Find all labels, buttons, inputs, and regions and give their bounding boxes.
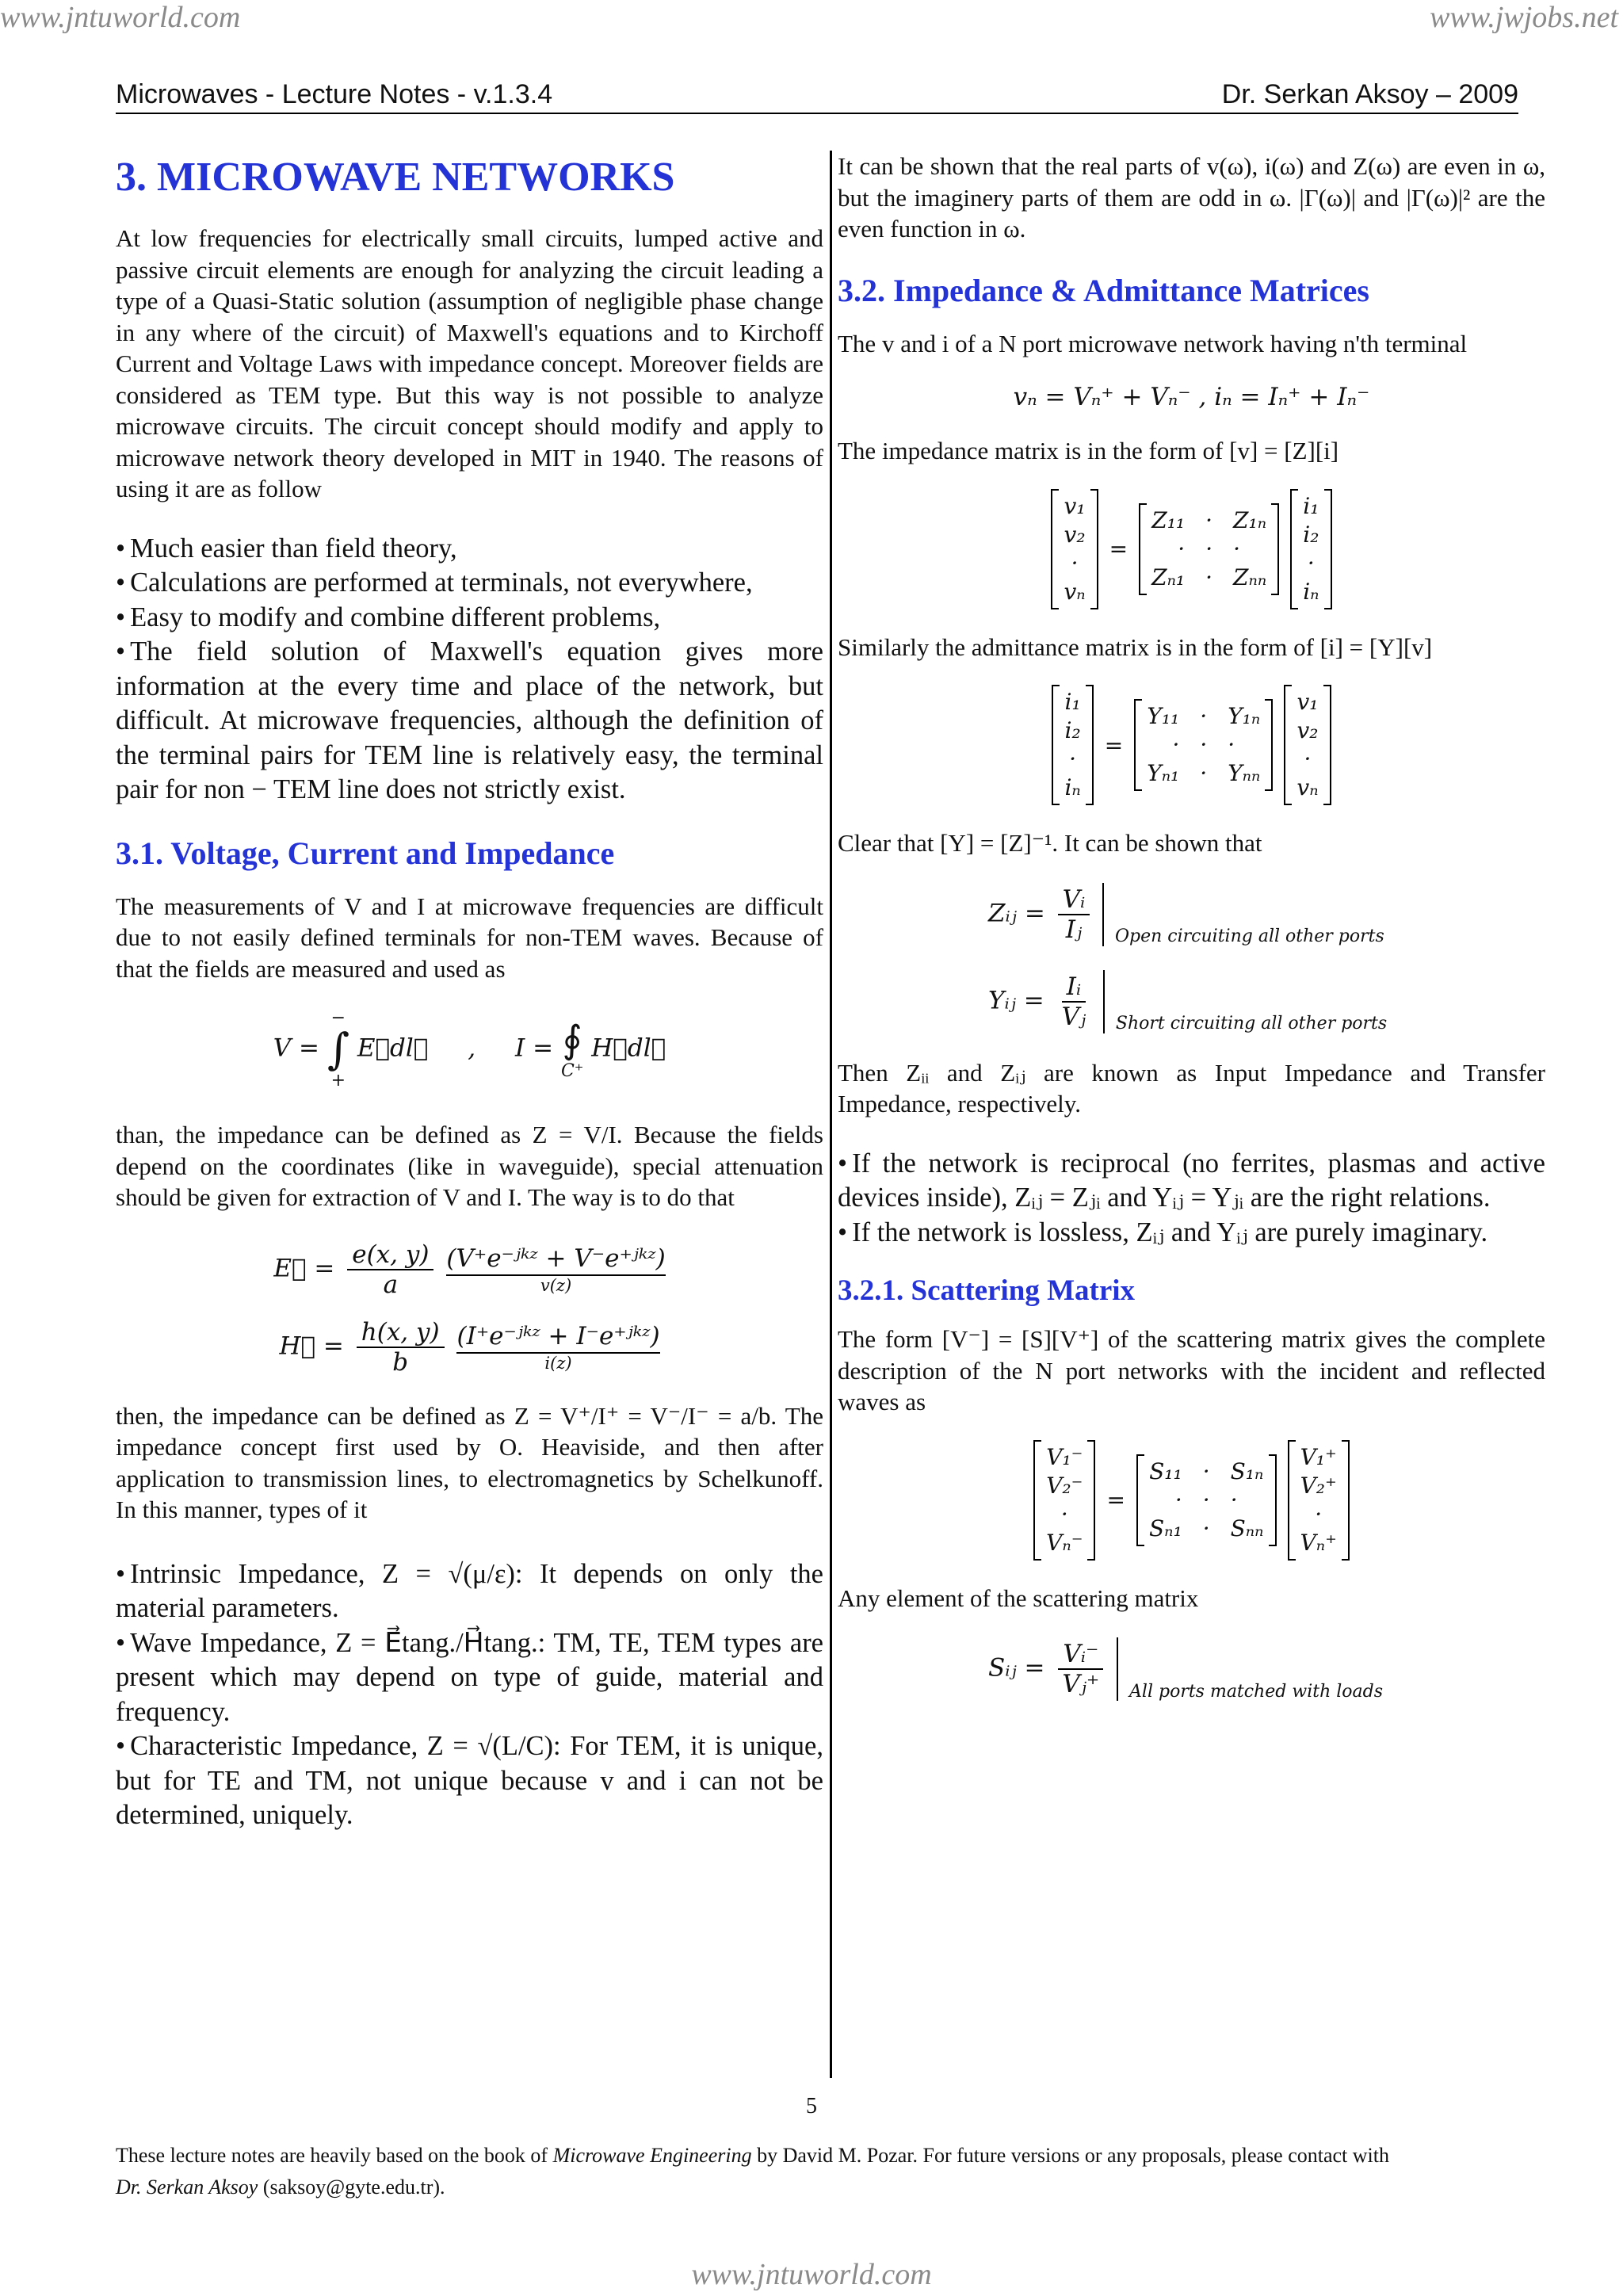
- running-header-left: Microwaves - Lecture Notes - v.1.3.4: [116, 79, 553, 109]
- watermark-top-right[interactable]: www.jwjobs.net: [1430, 1, 1618, 34]
- vector-entry: V₁⁺: [1300, 1443, 1337, 1470]
- right-column: [838, 143, 1545, 1717]
- list-item: • The field solution of Maxwell's equation gives more information at the every time and place of the network, but difficult. At microwave frequencies, although the definition of the terminal pairs for TEM line is relatively easy, the terminal pair for non − TEM line does not strictly exist.: [116, 635, 823, 808]
- eq-e-fraction: [347, 1240, 433, 1299]
- evaluation-bar: [1117, 1637, 1121, 1701]
- matrix-entry: Yₙₙ: [1228, 760, 1261, 786]
- eq-e-body: (V⁺e⁻ʲᵏᶻ + V⁻e⁺ʲᵏᶻ): [446, 1244, 665, 1276]
- vector-entry: ·: [1304, 746, 1312, 772]
- paragraph-admittance-matrix: Similarly the admittance matrix is in the form of [i] = [Y][v]: [838, 632, 1433, 661]
- contour-integral-sign: ∮: [562, 1017, 582, 1062]
- equation-zij: [838, 883, 1545, 946]
- footnote-line-1: [116, 2140, 1542, 2172]
- matrix-entry: ·: [1172, 732, 1180, 758]
- matrix-entry: ·: [1205, 535, 1213, 562]
- vector-entry: ·: [1060, 1500, 1068, 1527]
- matrix-entry: ·: [1205, 506, 1213, 533]
- eq-h-num: h(x, y): [357, 1318, 445, 1348]
- matrix-entry: ·: [1178, 535, 1186, 562]
- eq-sij-den: Vⱼ⁺: [1062, 1670, 1100, 1698]
- vector-entry: V₁⁻: [1046, 1443, 1083, 1470]
- matrix-entry: ·: [1205, 563, 1213, 590]
- z-matrix: [1139, 503, 1279, 595]
- eq-h-underbrace: [456, 1322, 659, 1373]
- list-item: • Intrinsic Impedance, Z = √(μ/ε): It depends on only the material parameters.: [116, 1557, 823, 1626]
- eq-i-lhs: I =: [515, 1033, 561, 1063]
- footnote-text: These lecture notes are heavily based on the book of: [116, 2144, 553, 2167]
- vector-entry: v₁: [1064, 492, 1086, 519]
- section-title-3: 3. MICROWAVE NETWORKS: [116, 155, 675, 200]
- paragraph-scattering-element: Any element of the scattering matrix: [838, 1584, 1199, 1612]
- vector-entry: v₂: [1064, 521, 1086, 548]
- equation-vn-in: vₙ = Vₙ⁺ + Vₙ⁻ , iₙ = Iₙ⁺ + Iₙ⁻: [1013, 383, 1370, 411]
- eq-e-underbrace: [446, 1244, 665, 1295]
- vector-entry: i₁: [1303, 492, 1319, 519]
- list-item: • If the network is lossless, Zᵢⱼ and Yᵢⱼ are purely imaginary.: [838, 1216, 1545, 1251]
- equation-electric-field: [116, 1240, 823, 1299]
- eq-v-upper: −: [330, 1008, 346, 1028]
- paragraph-measurements: The measurements of V and I at microwave frequencies are difficult due to not easily defined terminals for non-TEM waves. Because of that the fields are measured and used as: [116, 892, 823, 983]
- vector-entry: ·: [1307, 549, 1315, 576]
- network-properties-list: [838, 1147, 1545, 1251]
- running-header: [116, 79, 1518, 114]
- footnote-book-title: Microwave Engineering: [552, 2144, 752, 2167]
- eq-yij-lhs: Yᵢⱼ =: [988, 986, 1052, 1014]
- vector-entry: i₁: [1064, 689, 1081, 715]
- i-vector: [1052, 685, 1093, 805]
- eq-v-lhs: V =: [273, 1033, 327, 1063]
- eq-yij-den: Vⱼ: [1061, 1002, 1086, 1031]
- eq-yij-fraction: [1057, 972, 1091, 1031]
- intro-paragraph: At low frequencies for electrically small circuits, lumped active and passive circuit elements are enough for analyzing the circuit leading a type of a Quasi-Static solution (assumption of negligible phase change in any where of the circuit) of Maxwell's equations and to Kirchoff Current and Voltage Laws with impedance concept. Moreover fields are considered as TEM type. But this way is not possible to analyze microwave circuits. The circuit concept should modify and apply to microwave network theory developed in MIT in 1940. The reasons of using it are as follow: [116, 224, 823, 502]
- list-item: • Easy to modify and combine different problems,: [116, 601, 823, 636]
- matrix-entry: ·: [1228, 732, 1235, 758]
- eq-sij-fraction: [1057, 1640, 1104, 1698]
- vector-entry: ·: [1071, 549, 1079, 576]
- eq-v-integral: [327, 1008, 349, 1091]
- v-plus-vector: [1288, 1440, 1350, 1561]
- eq-yij-condition: Short circuiting all other ports: [1115, 1014, 1388, 1033]
- vector-entry: i₂: [1303, 521, 1319, 548]
- i-vector: [1290, 489, 1331, 609]
- vector-entry: ·: [1315, 1500, 1323, 1527]
- matrix-entry: Sₙₙ: [1230, 1515, 1264, 1541]
- integral-sign: ∫: [327, 1024, 349, 1074]
- equation-sij: [838, 1637, 1545, 1701]
- vector-entry: v₁: [1296, 689, 1319, 715]
- eq-sij-condition: All ports matched with loads: [1129, 1681, 1383, 1702]
- vector-entry: V₂⁺: [1300, 1472, 1337, 1499]
- list-item: • Wave Impedance, Z = E⃗tang./H⃗tang.: TM, TE, TEM types are present which may depend on type of guide, material and frequency.: [116, 1626, 823, 1730]
- eq-sij-num: Vᵢ⁻: [1058, 1640, 1103, 1670]
- matrix-entry: Z₁₁: [1151, 506, 1186, 533]
- vector-entry: Vₙ⁺: [1300, 1529, 1337, 1556]
- scattering-matrix-equation: [838, 1440, 1545, 1561]
- eq-h-under: i(z): [544, 1353, 572, 1373]
- footnote: [116, 2140, 1542, 2203]
- footnote-author: Dr. Serkan Aksoy: [116, 2176, 258, 2199]
- equals-sign: =: [1109, 536, 1128, 562]
- eq-separator: ,: [468, 1033, 476, 1063]
- eq-h-fraction: [357, 1318, 445, 1377]
- equation-voltage-current: [116, 1008, 823, 1091]
- matrix-entry: Y₁ₙ: [1228, 703, 1261, 729]
- vector-entry: iₙ: [1064, 774, 1081, 800]
- vector-entry: vₙ: [1296, 774, 1319, 800]
- matrix-entry: ·: [1202, 1457, 1210, 1484]
- matrix-entry: ·: [1230, 1486, 1238, 1513]
- reasons-list: [116, 532, 823, 808]
- evaluation-bar: [1102, 883, 1107, 946]
- paragraph-port-network: The v and i of a N port microwave network having n'th terminal: [838, 329, 1468, 357]
- matrix-row: [1151, 535, 1266, 563]
- vector-entry: v₂: [1296, 717, 1319, 743]
- vector-entry: iₙ: [1303, 578, 1319, 605]
- vector-entry: V₂⁻: [1046, 1472, 1083, 1499]
- impedance-matrix-equation: [838, 489, 1545, 609]
- matrix-entry: Sₙ₁: [1148, 1515, 1182, 1541]
- eq-yij-num: Iᵢ: [1062, 972, 1086, 1003]
- matrix-entry: Zₙₙ: [1233, 563, 1267, 590]
- eq-i-body: H⃗dl⃗: [591, 1033, 666, 1063]
- paragraph-input-transfer: Then Zᵢᵢ and Zᵢⱼ are known as Input Impedance and Transfer Impedance, respectively.: [838, 1058, 1545, 1117]
- evaluation-bar: [1103, 970, 1108, 1033]
- v-vector: [1051, 489, 1098, 609]
- eq-e-lhs: E⃗ =: [273, 1254, 343, 1282]
- v-minus-vector: [1033, 1440, 1095, 1561]
- admittance-matrix-equation: [838, 685, 1545, 805]
- matrix-entry: ·: [1202, 1486, 1210, 1513]
- equation-magnetic-field: [116, 1318, 823, 1377]
- equation-yij: [838, 970, 1545, 1033]
- impedance-types-list: [116, 1557, 823, 1833]
- matrix-entry: S₁₁: [1149, 1457, 1182, 1484]
- equals-sign: =: [1104, 732, 1124, 758]
- matrix-entry: ·: [1174, 1486, 1182, 1513]
- eq-e-den: a: [383, 1270, 399, 1299]
- eq-v-lower: +: [330, 1071, 346, 1091]
- watermark-top-left[interactable]: www.jntuworld.com: [0, 1, 241, 34]
- eq-h-lhs: H⃗ =: [279, 1331, 352, 1360]
- footnote-email: (saksoy@gyte.edu.tr).: [258, 2176, 445, 2199]
- matrix-entry: S₁ₙ: [1230, 1457, 1264, 1484]
- matrix-row: [1147, 702, 1260, 731]
- section-title-3-2-1: 3.2.1. Scattering Matrix: [838, 1274, 1136, 1307]
- eq-zij-fraction: [1058, 885, 1090, 944]
- eq-i-integral: [561, 1018, 583, 1081]
- eq-h-body: (I⁺e⁻ʲᵏᶻ + I⁻e⁺ʲᵏᶻ): [456, 1322, 659, 1354]
- matrix-entry: Y₁₁: [1147, 703, 1180, 729]
- eq-sij-lhs: Sᵢⱼ =: [988, 1653, 1053, 1683]
- eq-h-den: b: [392, 1347, 409, 1377]
- paragraph-scattering: The form [V⁻] = [S][V⁺] of the scattering matrix gives the complete description of the N port networks with the incident and reflected waves as: [838, 1325, 1545, 1415]
- matrix-row: [1147, 731, 1260, 759]
- list-item: • Characteristic Impedance, Z = √(L/C): For TEM, it is unique, but for TE and TM, not unique because v and i can not be determined, uniquely.: [116, 1729, 823, 1833]
- paragraph-heaviside: then, the impedance can be defined as Z = V⁺/I⁺ = V⁻/I⁻ = a/b. The impedance concept first used by O. Heaviside, and then after application to transmission lines, to electromagnetics by Schelkunoff. In this manner, types of it: [116, 1401, 823, 1523]
- y-matrix: [1134, 699, 1273, 791]
- matrix-entry: ·: [1200, 760, 1208, 786]
- matrix-row: [1149, 1486, 1264, 1515]
- matrix-row: [1149, 1457, 1264, 1486]
- page-number: 5: [806, 2094, 817, 2118]
- matrix-row: [1151, 563, 1266, 592]
- column-divider: [830, 151, 832, 2078]
- v-vector: [1284, 685, 1331, 805]
- running-header-right: Dr. Serkan Aksoy – 2009: [1221, 79, 1518, 109]
- paragraph-even-odd: It can be shown that the real parts of v(ω), i(ω) and Z(ω) are even in ω, but the imaginery parts of them are odd in ω. |Γ(ω)| and |Γ(ω)|² are the even function in ω.: [838, 152, 1545, 243]
- matrix-row: [1151, 506, 1266, 535]
- paragraph-impedance-matrix: The impedance matrix is in the form of [v] = [Z][i]: [838, 437, 1339, 464]
- matrix-entry: Yₙ₁: [1147, 760, 1180, 786]
- watermark-bottom[interactable]: www.jntuworld.com: [691, 2258, 932, 2291]
- section-title-3-2: 3.2. Impedance & Admittance Matrices: [838, 272, 1369, 308]
- eq-zij-lhs: Zᵢⱼ =: [988, 899, 1053, 927]
- paragraph-impedance-definition: than, the impedance can be defined as Z = V/I. Because the fields depend on the coordinates (like in waveguide), special attenuation should be given for extraction of V and I. The way is to do that: [116, 1121, 823, 1211]
- matrix-row: [1147, 759, 1260, 788]
- vector-entry: Vₙ⁻: [1046, 1529, 1083, 1556]
- left-column: [116, 143, 823, 1849]
- matrix-entry: ·: [1233, 535, 1241, 562]
- eq-e-under: v(z): [540, 1275, 572, 1295]
- list-item: • Calculations are performed at terminals, not everywhere,: [116, 566, 823, 601]
- section-title-3-1: 3.1. Voltage, Current and Impedance: [116, 835, 615, 871]
- matrix-entry: ·: [1200, 732, 1208, 758]
- eq-zij-den: Iⱼ: [1065, 915, 1083, 944]
- footnote-text: by David M. Pozar. For future versions or any proposals, please contact with: [751, 2144, 1389, 2167]
- list-item: • If the network is reciprocal (no ferrites, plasmas and active devices inside), Zᵢⱼ = Zⱼᵢ and Yᵢⱼ = Yⱼᵢ are the right relations.: [838, 1147, 1545, 1216]
- paragraph-y-inverse: Clear that [Y] = [Z]⁻¹. It can be shown that: [838, 829, 1262, 857]
- s-matrix: [1136, 1454, 1277, 1546]
- vector-entry: ·: [1069, 746, 1077, 772]
- matrix-entry: Z₁ₙ: [1233, 506, 1267, 533]
- eq-v-body: E⃗dl⃗: [357, 1033, 429, 1063]
- eq-i-lower: C⁺: [560, 1060, 584, 1081]
- vector-entry: vₙ: [1064, 578, 1086, 605]
- matrix-entry: ·: [1200, 703, 1208, 729]
- matrix-entry: Zₙ₁: [1151, 563, 1186, 590]
- eq-e-num: e(x, y): [347, 1240, 433, 1270]
- matrix-entry: ·: [1202, 1515, 1210, 1541]
- equals-sign: =: [1106, 1487, 1125, 1513]
- vector-entry: i₂: [1064, 717, 1081, 743]
- eq-zij-condition: Open circuiting all other ports: [1115, 926, 1384, 946]
- eq-zij-num: Vᵢ: [1058, 885, 1090, 915]
- matrix-row: [1149, 1515, 1264, 1543]
- list-item: • Much easier than field theory,: [116, 532, 823, 567]
- footnote-line-2: [116, 2172, 1542, 2203]
